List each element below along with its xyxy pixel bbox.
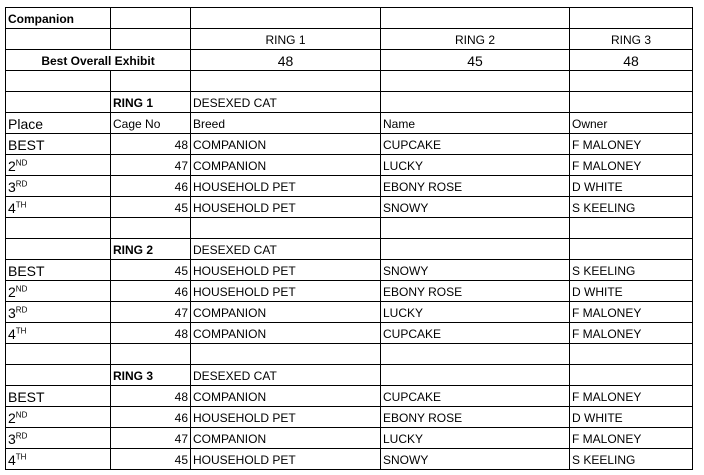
empty-cell bbox=[111, 71, 191, 92]
table-row bbox=[6, 176, 693, 197]
ring-header-row bbox=[6, 29, 693, 50]
place-cell bbox=[6, 386, 111, 407]
place-suffix: RD bbox=[15, 431, 28, 441]
table-row bbox=[6, 323, 693, 344]
empty-cell bbox=[381, 365, 570, 386]
breed-cell: COMPANION bbox=[191, 134, 381, 155]
title-row bbox=[6, 8, 693, 29]
table-row bbox=[6, 386, 693, 407]
name-cell: LUCKY bbox=[381, 302, 570, 323]
empty-cell bbox=[381, 8, 570, 29]
breed-cell: HOUSEHOLD PET bbox=[191, 407, 381, 428]
place-value: 2 bbox=[8, 158, 16, 174]
cage-no-cell: 47 bbox=[111, 302, 191, 323]
ring-1-header: RING 1 bbox=[191, 29, 381, 50]
place-value: BEST bbox=[8, 389, 45, 405]
name-cell: CUPCAKE bbox=[381, 386, 570, 407]
empty-cell bbox=[111, 8, 191, 29]
place-cell bbox=[6, 134, 111, 155]
place-suffix: TH bbox=[15, 326, 27, 336]
breed-cell: HOUSEHOLD PET bbox=[191, 449, 381, 470]
breed-cell: COMPANION bbox=[191, 428, 381, 449]
name-cell: SNOWY bbox=[381, 197, 570, 218]
cage-no-cell: 48 bbox=[111, 386, 191, 407]
best-overall-ring-3: 48 bbox=[570, 50, 693, 71]
place-cell bbox=[6, 260, 111, 281]
column-header-owner: Owner bbox=[570, 113, 693, 134]
breed-cell: HOUSEHOLD PET bbox=[191, 197, 381, 218]
empty-cell bbox=[570, 239, 693, 260]
place-value: 4 bbox=[8, 200, 16, 216]
place-value: 2 bbox=[8, 284, 16, 300]
owner-cell: S KEELING bbox=[570, 260, 693, 281]
empty-cell bbox=[381, 71, 570, 92]
place-suffix: TH bbox=[15, 452, 27, 462]
cage-no-cell: 45 bbox=[111, 197, 191, 218]
empty-cell bbox=[6, 71, 111, 92]
name-cell: EBONY ROSE bbox=[381, 407, 570, 428]
empty-cell bbox=[381, 344, 570, 365]
results-table-body bbox=[6, 8, 693, 470]
owner-cell: F MALONEY bbox=[570, 155, 693, 176]
breed-cell: COMPANION bbox=[191, 323, 381, 344]
name-cell: CUPCAKE bbox=[381, 323, 570, 344]
section-ring-label: RING 2 bbox=[111, 239, 191, 260]
owner-cell: S KEELING bbox=[570, 197, 693, 218]
owner-cell: F MALONEY bbox=[570, 386, 693, 407]
place-value: 3 bbox=[8, 305, 16, 321]
owner-cell: F MALONEY bbox=[570, 302, 693, 323]
results-table bbox=[5, 7, 693, 470]
section-header-row bbox=[6, 365, 693, 386]
spacer-row bbox=[6, 71, 693, 92]
place-cell bbox=[6, 176, 111, 197]
name-cell: CUPCAKE bbox=[381, 134, 570, 155]
place-cell bbox=[6, 197, 111, 218]
owner-cell: F MALONEY bbox=[570, 323, 693, 344]
place-cell bbox=[6, 155, 111, 176]
table-row bbox=[6, 449, 693, 470]
owner-cell: D WHITE bbox=[570, 407, 693, 428]
owner-cell: D WHITE bbox=[570, 176, 693, 197]
name-cell: LUCKY bbox=[381, 155, 570, 176]
section-header-row bbox=[6, 239, 693, 260]
cage-no-cell: 46 bbox=[111, 407, 191, 428]
table-row bbox=[6, 260, 693, 281]
best-overall-label: Best Overall Exhibit bbox=[6, 50, 191, 71]
empty-cell bbox=[6, 365, 111, 386]
empty-cell bbox=[6, 218, 111, 239]
empty-cell bbox=[381, 92, 570, 113]
breed-cell: COMPANION bbox=[191, 302, 381, 323]
empty-cell bbox=[570, 365, 693, 386]
empty-cell bbox=[570, 8, 693, 29]
place-value: 2 bbox=[8, 410, 16, 426]
cage-no-cell: 45 bbox=[111, 260, 191, 281]
empty-cell bbox=[570, 92, 693, 113]
table-row bbox=[6, 428, 693, 449]
empty-cell bbox=[6, 92, 111, 113]
section-ring-label: RING 3 bbox=[111, 365, 191, 386]
section-ring-label: RING 1 bbox=[111, 92, 191, 113]
cage-no-cell: 48 bbox=[111, 134, 191, 155]
table-row bbox=[6, 155, 693, 176]
empty-cell bbox=[191, 71, 381, 92]
owner-cell: F MALONEY bbox=[570, 134, 693, 155]
section-header-row bbox=[6, 92, 693, 113]
empty-cell bbox=[6, 29, 111, 50]
owner-cell: S KEELING bbox=[570, 449, 693, 470]
empty-cell bbox=[191, 8, 381, 29]
table-row bbox=[6, 302, 693, 323]
place-value: 4 bbox=[8, 326, 16, 342]
place-value: BEST bbox=[8, 263, 45, 279]
table-row bbox=[6, 134, 693, 155]
column-header-row bbox=[6, 113, 693, 134]
place-value: 3 bbox=[8, 179, 16, 195]
empty-cell bbox=[570, 71, 693, 92]
breed-cell: HOUSEHOLD PET bbox=[191, 281, 381, 302]
place-cell bbox=[6, 428, 111, 449]
empty-cell bbox=[381, 239, 570, 260]
best-overall-ring-1: 48 bbox=[191, 50, 381, 71]
empty-cell bbox=[381, 218, 570, 239]
empty-cell bbox=[111, 29, 191, 50]
place-cell bbox=[6, 449, 111, 470]
column-header-place: Place bbox=[6, 113, 111, 134]
cage-no-cell: 47 bbox=[111, 428, 191, 449]
place-value: BEST bbox=[8, 137, 45, 153]
place-value: 4 bbox=[8, 452, 16, 468]
empty-cell bbox=[191, 344, 381, 365]
place-cell bbox=[6, 302, 111, 323]
table-row bbox=[6, 281, 693, 302]
place-cell bbox=[6, 323, 111, 344]
spacer-row bbox=[6, 218, 693, 239]
cage-no-cell: 47 bbox=[111, 155, 191, 176]
sheet-title: Companion bbox=[6, 8, 111, 29]
empty-cell bbox=[191, 218, 381, 239]
section-category: DESEXED CAT bbox=[191, 365, 381, 386]
place-suffix: ND bbox=[15, 284, 28, 294]
place-suffix: RD bbox=[15, 305, 28, 315]
column-header-name: Name bbox=[381, 113, 570, 134]
owner-cell: F MALONEY bbox=[570, 428, 693, 449]
ring-2-header: RING 2 bbox=[381, 29, 570, 50]
breed-cell: COMPANION bbox=[191, 155, 381, 176]
column-header-cage: Cage No bbox=[111, 113, 191, 134]
name-cell: LUCKY bbox=[381, 428, 570, 449]
empty-cell bbox=[111, 344, 191, 365]
name-cell: SNOWY bbox=[381, 449, 570, 470]
place-value: 3 bbox=[8, 431, 16, 447]
best-overall-row bbox=[6, 50, 693, 71]
owner-cell: D WHITE bbox=[570, 281, 693, 302]
cage-no-cell: 48 bbox=[111, 323, 191, 344]
section-category: DESEXED CAT bbox=[191, 239, 381, 260]
table-row bbox=[6, 197, 693, 218]
place-cell bbox=[6, 281, 111, 302]
empty-cell bbox=[570, 218, 693, 239]
breed-cell: HOUSEHOLD PET bbox=[191, 176, 381, 197]
empty-cell bbox=[570, 344, 693, 365]
place-suffix: ND bbox=[15, 158, 28, 168]
empty-cell bbox=[6, 239, 111, 260]
breed-cell: COMPANION bbox=[191, 386, 381, 407]
breed-cell: HOUSEHOLD PET bbox=[191, 260, 381, 281]
cage-no-cell: 46 bbox=[111, 176, 191, 197]
best-overall-ring-2: 45 bbox=[381, 50, 570, 71]
place-suffix: TH bbox=[15, 200, 27, 210]
name-cell: EBONY ROSE bbox=[381, 176, 570, 197]
ring-3-header: RING 3 bbox=[570, 29, 693, 50]
section-category: DESEXED CAT bbox=[191, 92, 381, 113]
column-header-breed: Breed bbox=[191, 113, 381, 134]
place-suffix: RD bbox=[15, 179, 28, 189]
name-cell: EBONY ROSE bbox=[381, 281, 570, 302]
empty-cell bbox=[111, 218, 191, 239]
empty-cell bbox=[6, 344, 111, 365]
place-suffix: ND bbox=[15, 410, 28, 420]
name-cell: SNOWY bbox=[381, 260, 570, 281]
cage-no-cell: 45 bbox=[111, 449, 191, 470]
cage-no-cell: 46 bbox=[111, 281, 191, 302]
place-cell bbox=[6, 407, 111, 428]
spacer-row bbox=[6, 344, 693, 365]
table-row bbox=[6, 407, 693, 428]
